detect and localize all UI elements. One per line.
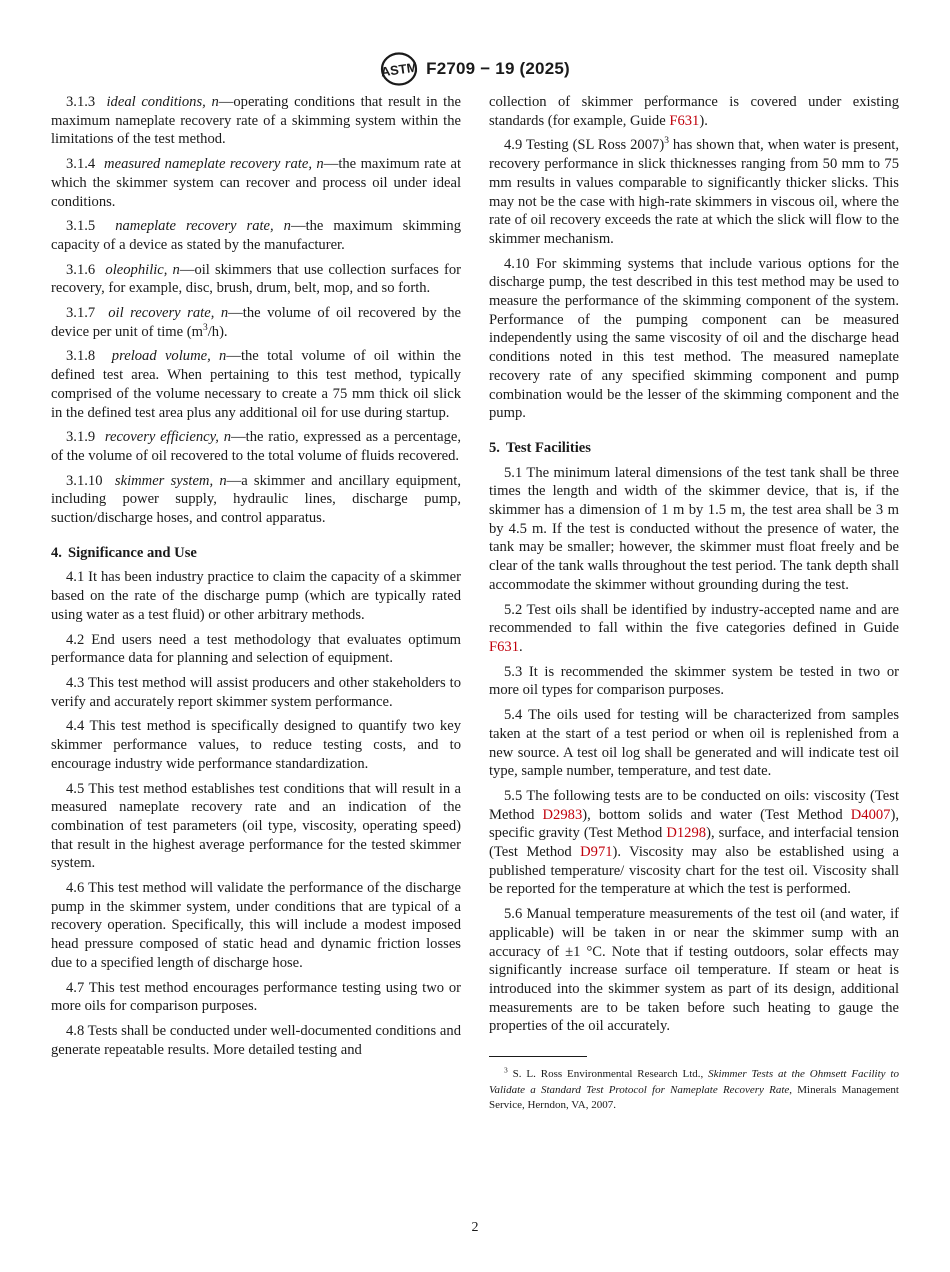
definition-3-1-5: 3.1.5 nameplate recovery rate, n—the maximum skimming capacity of a device as stated by the manufacturer. (51, 218, 461, 253)
paragraph-4-8-continued: collection of skimmer performance is covered under existing standards (for example, Guide F631). (489, 94, 899, 129)
paragraph-4-9: 4.9 Testing (SL Ross 2007)$^3$ has shown that, when water is present, recovery performance in slick thicknesses ranging from 50 mm to 75 mm results in values comparable to significantly thicker slicks. This may not be the case with high-rate skimmers in viscous oil, where the rate of oil recovery exceeds the rate at which the slick will flow to the skimmer mechanism. (489, 136, 899, 247)
paragraph-5-4: 5.4 The oils used for testing will be characterized from samples taken at the start of a test period or when oil is replenished from a new source. A test oil log shall be generated and will indicate test oil type, sample number, temperature, and test date. (489, 707, 899, 780)
link-d2983[interactable]: D2983 (542, 806, 583, 823)
definition-3-1-9: 3.1.9 recovery efficiency, n—the ratio, expressed as a percentage, of the volume of oil recovered to the total volume of fluids recovered. (51, 429, 462, 464)
paragraph-4-7: 4.7 This test method encourages performance testing using two or more oils for comparison purposes. (51, 979, 461, 1015)
right-column (489, 93, 899, 1114)
paragraph-4-8: 4.8 Tests shall be conducted under well-documented conditions and generate repeatable results. More detailed testing and (51, 1022, 461, 1058)
document-id: F2709 − 19 (2025) (426, 59, 570, 78)
definition-3-1-10: 3.1.10 skimmer system, n—a skimmer and ancillary equipment, including power supply, hydraulic lines, discharge pump, suction/discharge hoses, and control apparatus. (51, 472, 461, 527)
link-f631[interactable]: F631 (489, 638, 520, 655)
paragraph-4-1: 4.1 It has been industry practice to claim the capacity of a skimmer based on the rate of the discharge pump (which are typically rated using water as a test fluid) or other arbitrary methods. (51, 569, 461, 623)
page-number: 2 (471, 1220, 479, 1235)
definition-3-1-4: 3.1.4 measured nameplate recovery rate, n—the maximum rate at which the skimmer system can recover and process oil under ideal conditions. (51, 156, 462, 210)
link-d1298[interactable]: D1298 (666, 825, 707, 842)
section-heading-4: 4. Significance and Use (51, 544, 197, 561)
paragraph-4-6: 4.6 This test method will validate the performance of the discharge pump in the skimmer system, under conditions that are typical of a recovery operation. Specifically, this will include a modest imposed head pressure composed of static head and dynamic friction losses due to a specified length of discharge hose. (51, 880, 461, 971)
link-d971[interactable]: D971 (580, 844, 613, 861)
footnote-ref-3[interactable]: 3 (664, 136, 669, 147)
paragraph-4-5: 4.5 This test method establishes test conditions that will result in a measured nameplate recovery rate and an indication of the combination of test parameters (oil type, viscosity, operating speed) that result in the highest average performance for the tested skimmer system. (51, 780, 461, 872)
definition-3-1-8: 3.1.8 preload volume, n—the total volume of oil within the defined test area. When pertaining to this test method, typically comprised of the volume necessary to create a 75 mm thick oil slick in the defined test area plus any additional oil for use during startup. (51, 348, 462, 421)
paragraph-5-3: 5.3 It is recommended the skimmer system be tested in two or more oil types for comparison purposes. (489, 663, 899, 699)
left-column (51, 93, 461, 1065)
paragraph-4-2: 4.2 End users need a test methodology that evaluates optimum performance data for planning and selection of equipment. (51, 631, 461, 667)
definition-3-1-6: 3.1.6 oleophilic, n—oil skimmers that use collection surfaces for recovery, for example, disc, brush, drum, belt, mop, and so forth. (51, 261, 461, 297)
page-header (0, 52, 950, 86)
link-d4007[interactable]: D4007 (850, 806, 891, 823)
definition-3-1-7: 3.1.7 oil recovery rate, n—the volume of oil recovered by the device per unit of time $(m^3/h)$. (51, 305, 462, 340)
footnote-3: $^3$ S. L. Ross Environmental Research Ltd., Skimmer Tests at the Ohmsett Facility to Validate a Standard Test Protocol for Nameplate Recovery Rate, Minerals Management Service, Herndon, VA, 2007. (489, 1065, 899, 1112)
section-heading-5: 5. Test Facilities (489, 439, 591, 456)
paragraph-5-2: 5.2 Test oils shall be identified by industry-accepted name and are recommended to fall within the five categories defined in Guide F631. (489, 601, 899, 655)
paragraph-5-1: 5.1 The minimum lateral dimensions of the test tank shall be three times the length and width of the skimmer device, that is, if the skimmer has a dimension of 1 m by 1.5 m, the test area shall be 3 m by 4.5 m. If the test is conducted without the presence of water, the tank may be smaller; however, the skimmer must float freely and be clear of the tank walls throughout the test period. The tank depth shall accommodate the skimmer without grounding during the test. (489, 464, 899, 593)
footnote-divider (489, 1056, 587, 1057)
paragraph-4-3: 4.3 This test method will assist producers and other stakeholders to verify and accurately report skimmer system performance. (51, 674, 461, 710)
paragraph-5-5: 5.5 The following tests are to be conducted on oils: viscosity (Test Method D2983), bottom solids and water (Test Method D4007), specific gravity (Test Method D1298), surface, and interfacial tension (Test Method D971). Viscosity may also be established using a published temperature/ viscosity chart for the test oil. Viscosity shall be reported for the temperature at which the test is performed. (489, 787, 899, 898)
paragraph-4-10: 4.10 For skimming systems that include various options for the discharge pump, the test described in this test method may be used to measure the performance of the skimming component of the system. Performance of the pumping component can be measured independently using the same viscosity of oil and the discharge head conditions noted in this test method. The measured nameplate recovery rate of any specified skimming component and pump combination would be the lesser of the skimming component and the pump. (489, 255, 899, 422)
paragraph-5-6: 5.6 Manual temperature measurements of the test oil (and water, if applicable) will be taken in or near the skimmer sump with an accuracy of ±1 °C. Note that if testing outdoors, solar effects may significantly increase surface oil temperature. If steam or heat is introduced into the skimmer system as part of its design, additional measurements are to be taken before such heating to gauge the properties of the oil accurately. (489, 906, 899, 1035)
paragraph-4-4: 4.4 This test method is specifically designed to quantify two key skimmer performance values, to reduce testing costs, and to encourage industry wide performance standardization. (51, 718, 461, 772)
astm-logo-icon (380, 52, 418, 86)
definition-3-1-3: 3.1.3 ideal conditions, n—operating conditions that result in the maximum nameplate recovery rate of a skimming system within the limitations of the test method. (51, 94, 462, 148)
svg-text:ASTM: ASTM (380, 59, 419, 80)
link-f631[interactable]: F631 (669, 112, 700, 129)
